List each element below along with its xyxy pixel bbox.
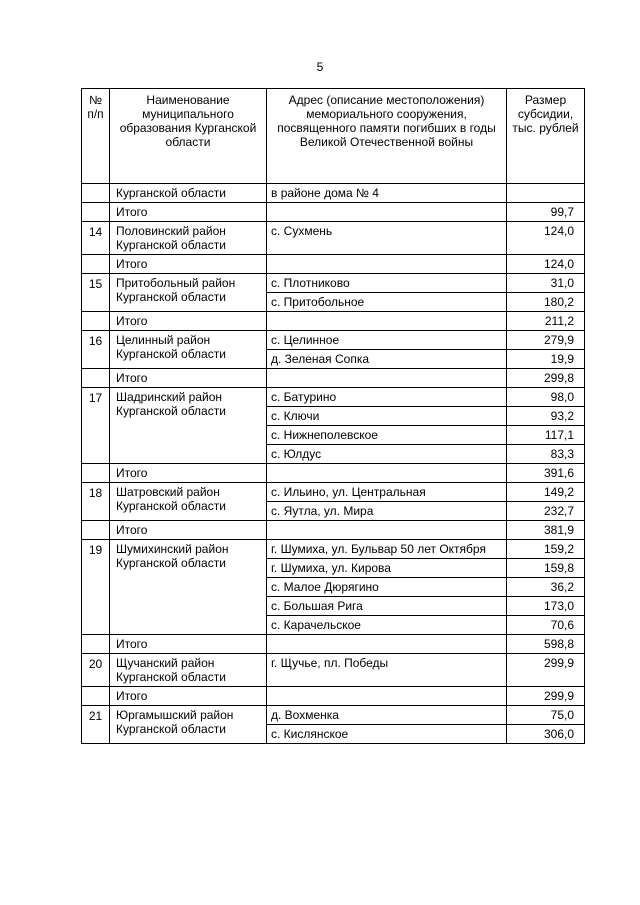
- municipality-name: Юргамышский район Курганской области: [110, 706, 267, 744]
- municipality-name: Притобольный район Курганской области: [110, 274, 267, 312]
- total-amount: 211,2: [507, 312, 585, 331]
- memorial-address: д. Вохменка: [267, 706, 507, 725]
- carry-over-total-address: [267, 203, 507, 222]
- memorial-address: г. Шумиха, ул. Бульвар 50 лет Октября: [267, 540, 507, 559]
- total-amount: 299,9: [507, 687, 585, 706]
- table-row: [82, 388, 585, 407]
- total-row: [82, 255, 585, 274]
- subsidy-amount: 70,6: [507, 616, 585, 635]
- total-row: [82, 464, 585, 483]
- total-label: Итого: [110, 369, 267, 388]
- memorial-address: с. Целинное: [267, 331, 507, 350]
- total-num-cell: [82, 255, 110, 274]
- total-label: Итого: [110, 464, 267, 483]
- subsidy-amount: 75,0: [507, 706, 585, 725]
- table-row: [82, 706, 585, 725]
- subsidy-amount: 149,2: [507, 483, 585, 502]
- memorial-address: с. Юлдус: [267, 445, 507, 464]
- row-number: 19: [82, 540, 110, 635]
- memorial-address: с. Большая Рига: [267, 597, 507, 616]
- memorial-address: с. Ильино, ул. Центральная: [267, 483, 507, 502]
- table-row: [82, 483, 585, 502]
- row-number: 15: [82, 274, 110, 312]
- carry-over-address: в районе дома № 4: [267, 184, 507, 203]
- municipality-name: Шадринский район Курганской области: [110, 388, 267, 464]
- total-label: Итого: [110, 312, 267, 331]
- total-label: Итого: [110, 635, 267, 654]
- total-amount: 381,9: [507, 521, 585, 540]
- memorial-address: с. Кислянское: [267, 725, 507, 744]
- subsidy-amount: 159,8: [507, 559, 585, 578]
- table-row: [82, 654, 585, 687]
- subsidy-amount: 117,1: [507, 426, 585, 445]
- total-num-cell: [82, 369, 110, 388]
- header-amount: Размер субсидии, тыс. рублей: [507, 89, 585, 184]
- row-number: 18: [82, 483, 110, 521]
- memorial-address: с. Ключи: [267, 407, 507, 426]
- subsidy-amount: 159,2: [507, 540, 585, 559]
- subsidy-amount: 232,7: [507, 502, 585, 521]
- table-row: [82, 331, 585, 350]
- memorial-address: с. Притобольное: [267, 293, 507, 312]
- header-municipality: Наименование муниципального образования Курганской области: [110, 89, 267, 184]
- total-num-cell: [82, 687, 110, 706]
- memorial-address: с. Карачельское: [267, 616, 507, 635]
- row-number: 17: [82, 388, 110, 464]
- carry-over-num: [82, 184, 110, 203]
- municipality-name: Целинный район Курганской области: [110, 331, 267, 369]
- total-row: [82, 687, 585, 706]
- memorial-address: с. Малое Дюрягино: [267, 578, 507, 597]
- carry-over-total-row: [82, 203, 585, 222]
- page-number: 5: [316, 60, 324, 74]
- memorial-address: г. Шумиха, ул. Кирова: [267, 559, 507, 578]
- table-header-row: [82, 89, 585, 184]
- carry-over-municipality: Курганской области: [110, 184, 267, 203]
- header-address: Адрес (описание местоположения) мемориального сооружения, посвященного памяти погибших в годы Великой Отечественной войны: [267, 89, 507, 184]
- total-address-cell: [267, 464, 507, 483]
- memorial-address: с. Сухмень: [267, 222, 507, 255]
- subsidy-table: [81, 88, 585, 744]
- total-row: [82, 521, 585, 540]
- total-address-cell: [267, 635, 507, 654]
- total-address-cell: [267, 521, 507, 540]
- total-label: Итого: [110, 687, 267, 706]
- subsidy-amount: 306,0: [507, 725, 585, 744]
- total-label: Итого: [110, 255, 267, 274]
- total-row: [82, 312, 585, 331]
- subsidy-amount: 19,9: [507, 350, 585, 369]
- total-address-cell: [267, 369, 507, 388]
- total-label: Итого: [110, 521, 267, 540]
- municipality-name: Щучанский район Курганской области: [110, 654, 267, 687]
- total-amount: 124,0: [507, 255, 585, 274]
- row-number: 16: [82, 331, 110, 369]
- subsidy-amount: 98,0: [507, 388, 585, 407]
- subsidy-amount: 299,9: [507, 654, 585, 687]
- carry-over-total-num: [82, 203, 110, 222]
- subsidy-amount: 36,2: [507, 578, 585, 597]
- total-num-cell: [82, 464, 110, 483]
- municipality-name: Шумихинский район Курганской области: [110, 540, 267, 635]
- memorial-address: с. Яутла, ул. Мира: [267, 502, 507, 521]
- subsidy-amount: 279,9: [507, 331, 585, 350]
- total-amount: 598,8: [507, 635, 585, 654]
- carry-over-total-amount: 99,7: [507, 203, 585, 222]
- total-num-cell: [82, 521, 110, 540]
- total-address-cell: [267, 255, 507, 274]
- row-number: 14: [82, 222, 110, 255]
- total-amount: 391,6: [507, 464, 585, 483]
- subsidy-amount: 83,3: [507, 445, 585, 464]
- memorial-address: г. Щучье, пл. Победы: [267, 654, 507, 687]
- carry-over-row: [82, 184, 585, 203]
- carry-over-amount: [507, 184, 585, 203]
- total-address-cell: [267, 312, 507, 331]
- memorial-address: с. Плотниково: [267, 274, 507, 293]
- total-row: [82, 369, 585, 388]
- total-address-cell: [267, 687, 507, 706]
- total-label: Итого: [110, 203, 267, 222]
- total-row: [82, 635, 585, 654]
- table-row: [82, 222, 585, 255]
- subsidy-amount: 180,2: [507, 293, 585, 312]
- table-body: [82, 184, 585, 744]
- table-row: [82, 540, 585, 559]
- header-num: № п/п: [82, 89, 110, 184]
- table-row: [82, 274, 585, 293]
- memorial-address: д. Зеленая Сопка: [267, 350, 507, 369]
- total-amount: 299,8: [507, 369, 585, 388]
- subsidy-amount: 124,0: [507, 222, 585, 255]
- total-num-cell: [82, 312, 110, 331]
- subsidy-amount: 93,2: [507, 407, 585, 426]
- memorial-address: с. Батурино: [267, 388, 507, 407]
- row-number: 20: [82, 654, 110, 687]
- memorial-address: с. Нижнеполевское: [267, 426, 507, 445]
- municipality-name: Шатровский район Курганской области: [110, 483, 267, 521]
- total-num-cell: [82, 635, 110, 654]
- municipality-name: Половинский район Курганской области: [110, 222, 267, 255]
- subsidy-amount: 31,0: [507, 274, 585, 293]
- subsidy-amount: 173,0: [507, 597, 585, 616]
- row-number: 21: [82, 706, 110, 744]
